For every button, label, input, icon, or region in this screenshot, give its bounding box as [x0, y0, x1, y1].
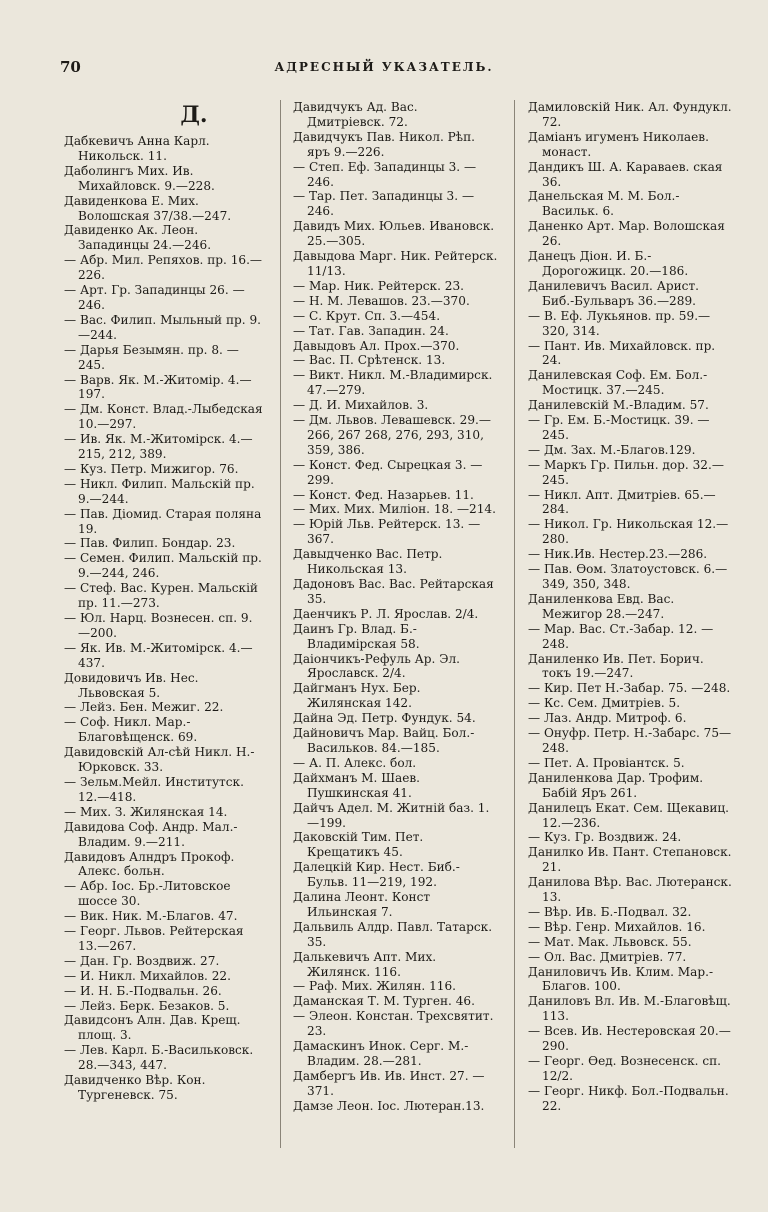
directory-entry: — Зельм.Мейл. Институтск. 12.—418. — [64, 774, 244, 804]
directory-entry: — И. Н. Б.-Подвальн. 26. — [64, 983, 222, 998]
directory-entry: Данилко Ив. Пант. Степановск. 21. — [528, 845, 732, 875]
directory-entry: Даковскій Тим. Пет. Крещатикъ 45. — [293, 830, 424, 860]
directory-entry: Дамаскинъ Инок. Серг. М.-Владим. 28.—281. — [293, 1039, 469, 1068]
directory-entry: Давидъ Мих. Юльев. Ивановск. 25.—305. — [293, 219, 495, 249]
directory-entry: — Вик. Ник. М.-Благов. 47. — [64, 909, 238, 924]
directory-entry: Довидовичъ Ив. Нес. Львовская 5. — [64, 670, 199, 700]
directory-entry: — Мар. Вас. Ст.-Забар. 12. —248. — [528, 621, 714, 651]
directory-entry: — В. Еф. Лукьянов. пр. 59.—320, 314. — [528, 308, 711, 338]
directory-entry: — Лев. Карл. Б.-Васильковск. 28.—343, 447. — [64, 1043, 254, 1073]
directory-entry: — Юрій Льв. Рейтерск. 13. —367. — [293, 517, 481, 547]
directory-entry: Далецкій Кир. Нест. Биб.-Бульв. 11—219, 192. — [293, 860, 460, 890]
directory-entry: — Дан. Гр. Воздвиж. 27. — [64, 953, 220, 968]
directory-entry: Данельская М. М. Бол.-Васильк. 6. — [528, 189, 680, 219]
column-3 — [528, 100, 733, 1114]
directory-entry: — Юл. Нарц. Вознесен. сп. 9.—200. — [64, 611, 253, 640]
directory-entry: — Мат. Мак. Львовск. 55. — [528, 934, 692, 949]
directory-entry: — С. Крут. Сп. 3.—454. — [293, 308, 441, 323]
directory-entry: — Стеф. Вас. Курен. Мальскій пр. 11.—273. — [64, 581, 258, 611]
running-title: АДРЕСНЫЙ УКАЗАТЕЛЬ. — [274, 60, 494, 74]
directory-entry: Дадоновъ Вас. Вас. Рейтарская 35. — [293, 577, 494, 606]
directory-entry: Данилевская Соф. Ем. Бол.-Мостицк. 37.—245. — [528, 368, 708, 398]
directory-entry: Данилецъ Екат. Сем. Щекавиц. 12.—236. — [528, 800, 730, 830]
directory-entry: — Никл. Апт. Дмитріев. 65.—284. — [528, 487, 716, 517]
directory-entry: Дайновичъ Мар. Вайц. Бол.-Васильков. 84.—185. — [293, 726, 475, 755]
directory-entry: Давыдченко Вас. Петр. Никольская 13. — [293, 547, 443, 577]
directory-entry: — Пав. Филип. Бондар. 23. — [64, 536, 236, 551]
column-1 — [64, 100, 264, 1103]
directory-entry: Давидчукъ Ад. Вас. Дмитріевск. 72. — [293, 100, 418, 129]
directory-entry: Давиденко Ак. Леон. Западинцы 24.—246. — [64, 223, 212, 253]
directory-entry: — Абр. Іос. Бр.-Литовское шоссе 30. — [64, 879, 231, 909]
column-divider — [280, 100, 281, 1148]
directory-entry: Давиденкова Е. Мих. Волошская 37/38.—247. — [64, 193, 232, 223]
directory-entry: — Ник.Ив. Нестер.23.—286. — [528, 547, 708, 562]
directory-entry: — Мар. Ник. Рейтерск. 23. — [293, 278, 465, 293]
directory-entry: — Пет. А. Провіантск. 5. — [528, 755, 685, 770]
directory-entry: — И. Никл. Михайлов. 22. — [64, 968, 231, 983]
directory-entry: — Дарья Безымян. пр. 8. —245. — [64, 342, 239, 372]
directory-entry: — Кир. Пет Н.-Забар. 75. —248. — [528, 681, 731, 696]
directory-entry: — Раф. Мих. Жилян. 116. — [293, 979, 457, 994]
directory-entry: — Онуфр. Петр. Н.-Забарс. 75—248. — [528, 726, 732, 755]
directory-entry: Даниленкова Евд. Вас. Межигор 28.—247. — [528, 591, 675, 621]
directory-entry: Данилевичъ Васил. Арист. Биб.-Бульваръ 36.—289. — [528, 278, 699, 308]
directory-entry: — Викт. Никл. М.-Владимирск. 47.—279. — [293, 368, 493, 398]
directory-entry: Дальвиль Алдр. Павл. Татарск. 35. — [293, 919, 493, 949]
directory-entry: — Лаз. Андр. Митроф. 6. — [528, 711, 687, 726]
directory-entry: Давидченко Вѣр. Кон. Тургеневск. 75. — [64, 1073, 206, 1102]
directory-entry: Дамзе Леон. Іос. Лютеран.13. — [293, 1098, 485, 1113]
directory-entry: — Пав. Ѳом. Златоустовск. 6.—349, 350, 348. — [528, 562, 728, 591]
directory-entry: — Куз. Петр. Мижигор. 76. — [64, 461, 239, 476]
directory-entry: — Варв. Як. М.-Житомір. 4.—197. — [64, 372, 252, 402]
entry-list — [528, 100, 733, 1114]
directory-entry: — Конст. Фед. Сырецкая 3. —299. — [293, 457, 483, 487]
directory-entry: — Арт. Гр. Западинцы 26. —246. — [64, 283, 245, 312]
directory-entry: — Д. И. Михайлов. 3. — [293, 398, 429, 413]
directory-entry: — Степ. Еф. Западинцы 3. —246. — [293, 159, 477, 189]
directory-entry: — Элеон. Констан. Трехсвятит. 23. — [293, 1009, 494, 1039]
directory-entry: — Куз. Гр. Воздвиж. 24. — [528, 830, 682, 845]
directory-entry: — Пант. Ив. Михайловск. пр. 24. — [528, 338, 716, 368]
directory-entry: — Семен. Филип. Мальскій пр. 9.—244, 246. — [64, 551, 262, 581]
directory-entry: Давыдовъ Ал. Прох.—370. — [293, 338, 460, 353]
directory-entry: Дабкевичъ Анна Карл. Никольск. 11. — [64, 134, 210, 163]
directory-entry: — Конст. Фед. Назарьев. 11. — [293, 487, 474, 502]
directory-entry: — Дм. Конст. Влад.-Лыбедская 10.—297. — [64, 402, 263, 432]
directory-entry: Дайчъ Адел. М. Житній баз. 1.—199. — [293, 800, 490, 830]
directory-entry: — Кс. Сем. Дмитріев. 5. — [528, 696, 681, 711]
directory-entry: Далькевичъ Апт. Мих. Жилянск. 116. — [293, 949, 437, 979]
directory-entry: Даниленко Ив. Пет. Борич. токъ 19.—247. — [528, 651, 704, 681]
directory-entry: — Н. М. Левашов. 23.—370. — [293, 293, 470, 308]
directory-entry: — А. П. Алекс. бол. — [293, 755, 417, 770]
directory-entry: Даниловичъ Ив. Клим. Мар.-Благов. 100. — [528, 964, 714, 994]
entry-list — [293, 100, 498, 1114]
directory-entry: Давидчукъ Пав. Никол. Рѣп. яръ 9.—226. — [293, 129, 475, 159]
directory-entry: Давидова Соф. Андр. Мал.-Владим. 9.—211. — [64, 819, 238, 849]
directory-entry: — Вас. П. Срѣтенск. 13. — [293, 353, 446, 368]
directory-entry: — Гр. Ем. Б.-Мостицк. 39. —245. — [528, 413, 710, 442]
directory-entry: — Лейз. Берк. Безаков. 5. — [64, 998, 230, 1013]
directory-entry: Давидсонъ Алн. Дав. Крещ. площ. 3. — [64, 1013, 241, 1043]
directory-entry: — Никол. Гр. Никольская 12.—280. — [528, 517, 729, 547]
directory-entry: Даниленкова Дар. Трофим. Бабій Яръ 261. — [528, 770, 704, 800]
column-2 — [293, 100, 498, 1114]
directory-entry: — Пав. Діомид. Старая поляна 19. — [64, 506, 262, 536]
directory-entry: — Тар. Пет. Западинцы 3. —246. — [293, 189, 475, 219]
directory-entry: Данецъ Діон. И. Б.-Дорогожицк. 20.—186. — [528, 249, 689, 278]
directory-entry: — Лейз. Бен. Межиг. 22. — [64, 700, 224, 715]
directory-entry: — Георг. Никф. Бол.-Подвальн. 22. — [528, 1083, 729, 1113]
directory-entry: Дайна Эд. Петр. Фундук. 54. — [293, 711, 476, 726]
directory-entry: — Мих. Мих. Миліон. 18. —214. — [293, 502, 496, 517]
directory-entry: — Георг. Ѳед. Вознесенск. сп. 12/2. — [528, 1054, 722, 1083]
directory-entry: — Соф. Никл. Мар.-Благовѣщенск. 69. — [64, 715, 198, 745]
directory-entry: — Всев. Ив. Нестеровская 20.—290. — [528, 1024, 731, 1054]
directory-entry: — Мих. З. Жилянская 14. — [64, 804, 228, 819]
directory-entry: Дандикъ Ш. А. Караваев. ская 36. — [528, 159, 723, 189]
directory-entry: Даненко Арт. Мар. Волошская 26. — [528, 219, 725, 249]
directory-entry: Данилова Вѣр. Вас. Лютеранск. 13. — [528, 875, 732, 905]
directory-entry: Даинъ Гр. Влад. Б.-Владимірская 58. — [293, 621, 420, 651]
directory-entry: Даенчикъ Р. Л. Ярослав. 2/4. — [293, 606, 479, 621]
directory-entry: — Дм. Львов. Левашевск. 29.—266, 267 268, 276, 293, 310, 359, 386. — [293, 413, 491, 457]
directory-entry: — Вѣр. Ив. Б.-Подвал. 32. — [528, 904, 692, 919]
directory-entry: Дамбергъ Ив. Ив. Инст. 27. —371. — [293, 1068, 485, 1098]
directory-entry: Давидовъ Алндръ Прокоф. Алекс. больн. — [64, 849, 235, 879]
directory-entry: — Вас. Филип. Мыльный пр. 9.—244. — [64, 312, 261, 342]
directory-entry: Даіончикъ-Рефуль Ар. Эл. Ярославск. 2/4. — [293, 651, 461, 681]
directory-entry: — Никл. Филип. Мальскій пр. 9.—244. — [64, 476, 255, 506]
directory-entry: Даманская Т. М. Турген. 46. — [293, 994, 475, 1009]
page-number: 70 — [60, 58, 81, 76]
page-header — [0, 58, 768, 78]
directory-entry: Даміанъ игуменъ Николаев. монаст. — [528, 129, 709, 159]
column-divider — [514, 100, 515, 1148]
directory-entry: Дайгманъ Нух. Бер. Жилянская 142. — [293, 681, 421, 711]
directory-entry: Далина Леонт. Конст Ильинская 7. — [293, 890, 431, 919]
directory-entry: Давидовскій Ал-сѣй Никл. Н.-Юрковск. 33. — [64, 745, 255, 775]
directory-entry: — Абр. Мил. Репяхов. пр. 16.—226. — [64, 253, 263, 283]
directory-entry: Даниловъ Вл. Ив. М.-Благовѣщ. 113. — [528, 994, 731, 1024]
directory-entry: — Георг. Львов. Рейтерская 13.—267. — [64, 924, 244, 953]
directory-entry: Данилевскій М.-Владим. 57. — [528, 398, 709, 413]
directory-entry: — Вѣр. Генр. Михайлов. 16. — [528, 919, 706, 934]
entry-list — [64, 134, 264, 1103]
directory-entry: — Дм. Зах. М.-Благов.129. — [528, 442, 696, 457]
directory-entry: — Маркъ Гр. Пильн. дор. 32.—245. — [528, 457, 724, 487]
directory-entry: — Як. Ив. М.-Житомірск. 4.—437. — [64, 640, 253, 670]
directory-entry: — Ив. Як. М.-Житомірск. 4.—215, 212, 389. — [64, 432, 253, 462]
directory-entry: — Ол. Вас. Дмитріев. 77. — [528, 949, 687, 964]
directory-entry: Давыдова Марг. Ник. Рейтерск. 11/13. — [293, 249, 498, 278]
directory-entry: Дайхманъ М. Шаев. Пушкинская 41. — [293, 770, 421, 800]
directory-entry: Даболингъ Мих. Ив. Михайловск. 9.—228. — [64, 163, 215, 193]
directory-entry: — Тат. Гав. Западин. 24. — [293, 323, 449, 338]
section-letter: Д. — [180, 102, 208, 128]
directory-entry: Дамиловскій Ник. Ал. Фундукл. 72. — [528, 100, 732, 129]
